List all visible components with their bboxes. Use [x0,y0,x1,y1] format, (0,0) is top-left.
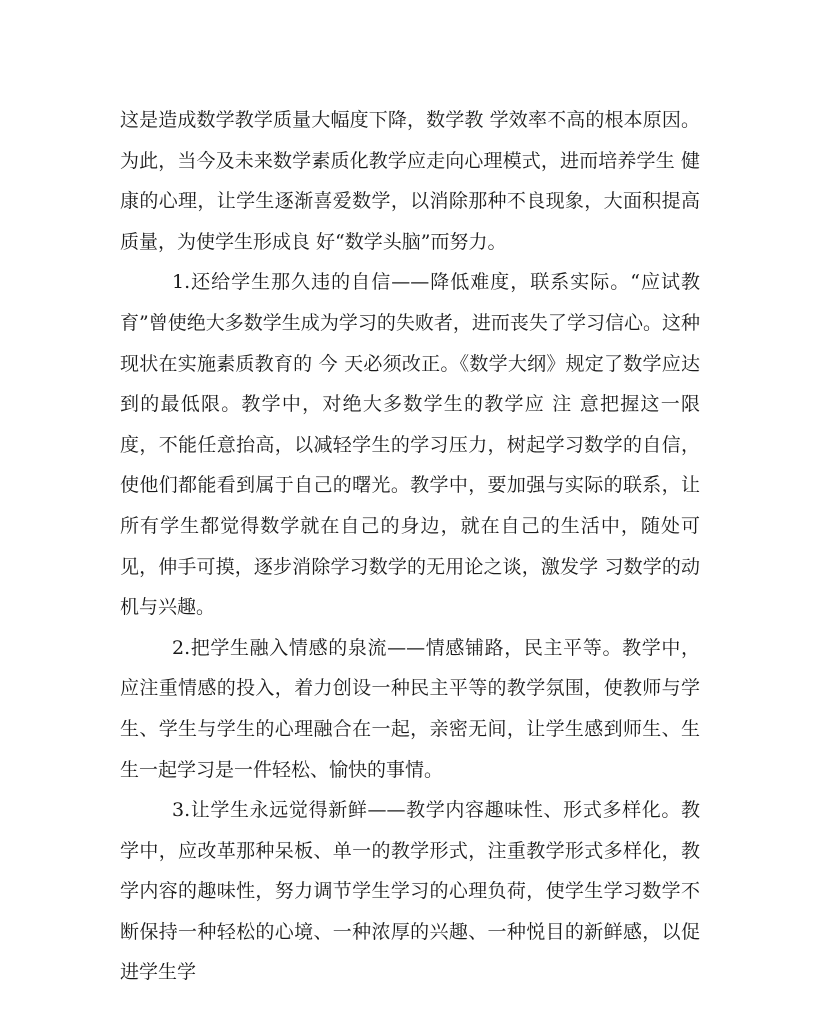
document-body [120,100,700,993]
paragraph-point-3: 3.让学生永远觉得新鲜——教学内容趣味性、形式多样化。教学中，应改革那种呆板、单一的教学形式，注重教学形式多样化，教学内容的趣味性，努力调节学生学习的心理负荷，使学生学习数学不断保持一种轻松的心境、一种浓厚的兴趣、一种悦目的新鲜感，以促进学生学 [120,799,700,984]
paragraph-point-1: 1.还给学生那久违的自信——降低难度，联系实际。“应试教 育”曾使绝大多数学生成为学习的失败者，进而丧失了学习信心。这种现状在实施素质教育的 今 天必须改正。《数学大纲》规定了数学应达到的最低限。教学中，对绝大多数学生的教学应 注 意把握这一限度，不能任意抬高，以减轻学生的学习压力，树起学习数学的自信，使他们都能看到属于自己的曙光。教学中，要加强与实际的联系，让所有学生都觉得数学就在自己的身边，就在自己的生活中，随处可见，伸手可摸，逐步消除学习数学的无用论之谈，激发学 习数学的动机与兴趣。 [120,271,700,619]
paragraph-intro: 这是造成数学教学质量大幅度下降，数学教 学效率不高的根本原因。为此，当今及未来数学素质化教学应走向心理模式，进而培养学生 健 康的心理，让学生逐渐喜爱数学，以消除那种不良现象，大面积提高质量，为使学生形成良 好“数学头脑”而努力。 [120,109,700,253]
paragraph-point-2: 2.把学生融入情感的泉流——情感铺路，民主平等。教学中，应注重情感的投入，着力创设一种民主平等的教学氛围，使教师与学生、学生与学生的心理融合在一起，亲密无间，让学生感到师生、生生一起学习是一件轻松、愉快的事情。 [120,636,700,781]
